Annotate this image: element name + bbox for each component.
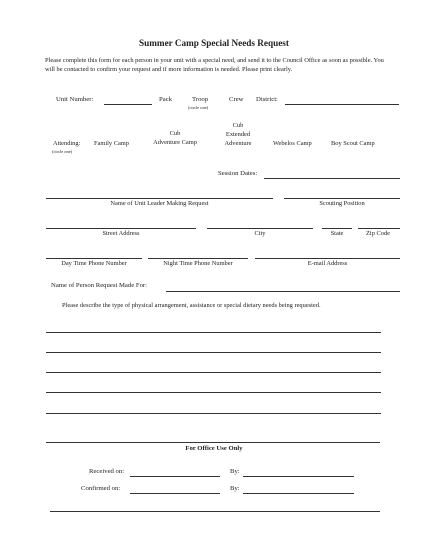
cub-adventure-line-2: Adventure Camp [153, 138, 197, 146]
bottom-rule [50, 511, 380, 512]
person-name-label: Name of Person Request Made For: [51, 282, 148, 289]
confirmed-by-label: By: [230, 485, 240, 492]
night-phone-label: Night Time Phone Number [163, 260, 233, 267]
received-by-field[interactable] [243, 476, 354, 477]
option-webelos-camp[interactable]: Webelos Camp [273, 140, 312, 147]
description-line-2[interactable] [46, 352, 381, 353]
received-on-label: Received on: [89, 468, 125, 475]
street-address-field[interactable] [46, 228, 196, 229]
unit-number-label: Unit Number: [56, 96, 94, 103]
office-section-divider [46, 442, 380, 443]
person-name-field[interactable] [166, 291, 400, 292]
confirmed-on-label: Confirmed on: [81, 485, 121, 492]
zip-code-label: Zip Code [366, 230, 390, 237]
description-line-4[interactable] [46, 392, 381, 393]
session-dates-field[interactable] [264, 178, 400, 179]
scouting-position-field[interactable] [284, 198, 400, 199]
day-phone-field[interactable] [46, 258, 142, 259]
state-field[interactable] [322, 228, 352, 229]
office-use-heading: For Office Use Only [185, 445, 243, 452]
form-instructions: Please complete this form for each person in your unit with a special need, and send it to the Council Office as soon as possible. You will be contacted to confirm your request and if more information is needed. Please print clearly. [45, 57, 384, 73]
leader-name-label: Name of Unit Leader Making Request [110, 200, 209, 207]
unit-number-field[interactable] [104, 104, 152, 105]
cub-extended-line-2: Extended [225, 130, 251, 138]
description-line-5[interactable] [46, 413, 381, 414]
state-label: State [330, 230, 344, 237]
cub-adventure-line-1: Cub [169, 130, 181, 137]
description-line-1[interactable] [46, 332, 381, 333]
option-boy-scout-camp[interactable]: Boy Scout Camp [331, 140, 375, 147]
street-address-label: Street Address [102, 230, 140, 237]
option-crew[interactable]: Crew [229, 96, 244, 103]
option-troop[interactable]: Troop [192, 96, 209, 103]
received-by-label: By: [230, 468, 240, 475]
day-phone-label: Day Time Phone Number [61, 260, 127, 267]
option-cub-extended-adventure[interactable] [214, 122, 262, 148]
option-family-camp[interactable]: Family Camp [94, 140, 129, 147]
session-dates-label: Session Dates: [218, 170, 258, 177]
cub-extended-line-3: Adventure [224, 139, 252, 147]
confirmed-on-field[interactable] [130, 493, 220, 494]
option-cub-adventure-camp[interactable] [140, 130, 210, 148]
zip-code-field[interactable] [358, 228, 400, 229]
city-label: City [254, 230, 266, 237]
description-line-3[interactable] [46, 372, 381, 373]
attending-circle-one-note: (circle one) [52, 149, 73, 154]
option-pack[interactable]: Pack [159, 96, 172, 103]
confirmed-by-field[interactable] [243, 493, 354, 494]
cub-extended-line-1: Cub [232, 122, 244, 129]
attending-label: Attending: [53, 140, 81, 147]
email-label: E-mail Address [307, 260, 348, 267]
needs-description-prompt: Please describe the type of physical arrangement, assistance or special dietary needs being requested. [62, 302, 321, 309]
circle-one-note: (circle one) [188, 105, 209, 110]
form-title: Summer Camp Special Needs Request [139, 38, 289, 48]
city-field[interactable] [207, 228, 313, 229]
district-field[interactable] [285, 104, 399, 105]
scouting-position-label: Scouting Position [319, 200, 365, 207]
district-label: District: [256, 96, 278, 103]
email-field[interactable] [255, 258, 400, 259]
received-on-field[interactable] [130, 476, 220, 477]
night-phone-field[interactable] [148, 258, 248, 259]
leader-name-field[interactable] [46, 198, 273, 199]
